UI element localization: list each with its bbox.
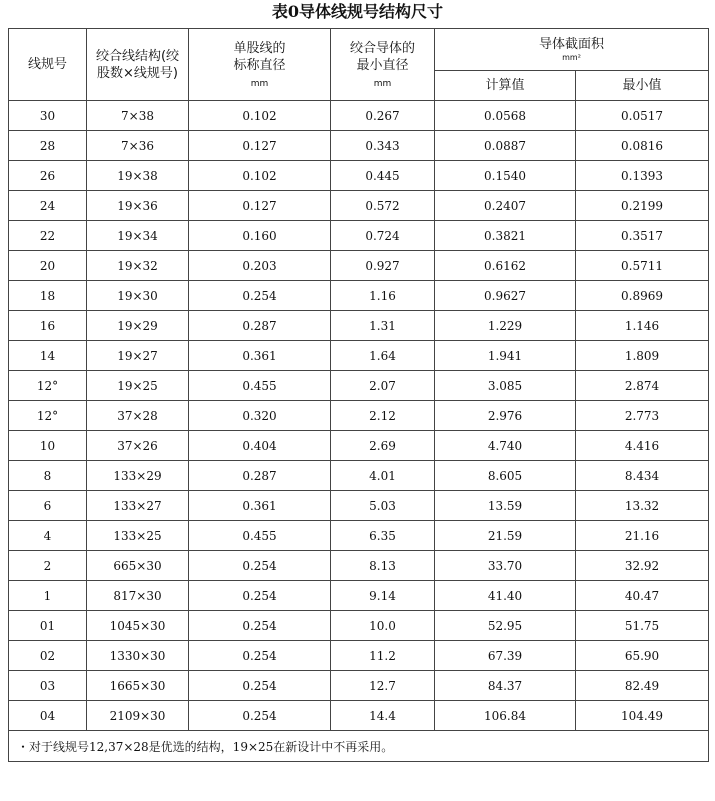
cell-min-area: 0.2199 [576,191,709,221]
table-row [9,551,709,581]
cell-min-diameter: 1.16 [331,281,435,311]
cell-single-diameter: 0.361 [189,491,331,521]
cell-strand: 19×30 [87,281,189,311]
header-single-diameter [189,29,331,101]
cell-single-diameter: 0.320 [189,401,331,431]
cell-min-diameter: 0.724 [331,221,435,251]
table-row [9,521,709,551]
footnote: ・对于线规号12,37×28是优选的结构，19×25在新设计中不再采用。 [9,731,709,762]
table-row [9,641,709,671]
cell-single-diameter: 0.127 [189,191,331,221]
cell-min-area: 65.90 [576,641,709,671]
cell-min-area: 1.146 [576,311,709,341]
cell-min-area: 104.49 [576,701,709,731]
cell-strand: 2109×30 [87,701,189,731]
cell-calc-area: 0.1540 [435,161,576,191]
cell-min-diameter: 0.343 [331,131,435,161]
cell-calc-area: 13.59 [435,491,576,521]
cell-calc-area: 1.229 [435,311,576,341]
cell-single-diameter: 0.287 [189,461,331,491]
cell-calc-area: 4.740 [435,431,576,461]
cell-gauge: 10 [9,431,87,461]
cell-calc-area: 8.605 [435,461,576,491]
cell-strand: 7×36 [87,131,189,161]
cell-gauge: 4 [9,521,87,551]
cell-min-area: 2.773 [576,401,709,431]
cell-min-diameter: 0.445 [331,161,435,191]
cell-calc-area: 0.6162 [435,251,576,281]
cell-gauge: 8 [9,461,87,491]
cell-min-diameter: 12.7 [331,671,435,701]
cell-gauge: 22 [9,221,87,251]
cell-strand: 7×38 [87,101,189,131]
header-min-unit: mm [373,78,392,89]
cell-single-diameter: 0.254 [189,641,331,671]
cell-gauge: 12° [9,371,87,401]
table-row [9,161,709,191]
cell-strand: 19×29 [87,311,189,341]
gauge-spec-table [8,28,709,762]
cell-strand: 1330×30 [87,641,189,671]
cell-min-area: 40.47 [576,581,709,611]
cell-min-area: 0.1393 [576,161,709,191]
cell-calc-area: 3.085 [435,371,576,401]
cell-gauge: 20 [9,251,87,281]
table-row [9,401,709,431]
header-calc: 计算值 [435,71,576,101]
cell-min-diameter: 1.64 [331,341,435,371]
cell-gauge: 2 [9,551,87,581]
cell-min-diameter: 0.927 [331,251,435,281]
table-row [9,251,709,281]
cell-single-diameter: 0.404 [189,431,331,461]
cell-min-diameter: 5.03 [331,491,435,521]
cell-min-area: 0.0816 [576,131,709,161]
cell-min-diameter: 2.69 [331,431,435,461]
cell-min-area: 0.0517 [576,101,709,131]
cell-gauge: 30 [9,101,87,131]
cell-calc-area: 33.70 [435,551,576,581]
cell-min-diameter: 2.07 [331,371,435,401]
table-row [9,701,709,731]
cell-min-diameter: 14.4 [331,701,435,731]
cell-single-diameter: 0.455 [189,371,331,401]
cell-strand: 19×27 [87,341,189,371]
cell-gauge: 28 [9,131,87,161]
cell-single-diameter: 0.160 [189,221,331,251]
cell-gauge: 24 [9,191,87,221]
table-row [9,191,709,221]
cell-calc-area: 0.0568 [435,101,576,131]
cell-single-diameter: 0.102 [189,161,331,191]
cell-min-area: 0.8969 [576,281,709,311]
table-title: 表0导体线规号结构尺寸 [271,2,444,21]
cell-strand: 1045×30 [87,611,189,641]
cell-single-diameter: 0.254 [189,551,331,581]
header-row [9,29,709,71]
cell-min-diameter: 1.31 [331,311,435,341]
cell-strand: 133×25 [87,521,189,551]
table-row [9,281,709,311]
header-min-line1: 绞合导体的 [349,40,415,56]
cell-single-diameter: 0.102 [189,101,331,131]
cell-calc-area: 0.2407 [435,191,576,221]
cell-strand: 19×25 [87,371,189,401]
cell-min-area: 2.874 [576,371,709,401]
cell-calc-area: 106.84 [435,701,576,731]
cell-strand: 19×32 [87,251,189,281]
header-area-label: 导体截面积 [539,37,605,52]
cell-single-diameter: 0.254 [189,671,331,701]
cell-min-diameter: 2.12 [331,401,435,431]
cell-gauge: 12° [9,401,87,431]
header-strand-line2: 股数×线规号) [97,65,178,81]
cell-strand: 37×26 [87,431,189,461]
cell-calc-area: 2.976 [435,401,576,431]
cell-calc-area: 67.39 [435,641,576,671]
cell-calc-area: 21.59 [435,521,576,551]
cell-single-diameter: 0.254 [189,581,331,611]
cell-strand: 19×34 [87,221,189,251]
table-row [9,341,709,371]
footnote-row [9,731,709,762]
table-row [9,461,709,491]
header-gauge: 线规号 [9,29,87,101]
table-row [9,581,709,611]
table-row [9,431,709,461]
cell-strand: 37×28 [87,401,189,431]
cell-min-diameter: 11.2 [331,641,435,671]
header-single-line2: 标称直径 [233,57,286,73]
cell-min-area: 21.16 [576,521,709,551]
header-single-unit: mm [250,78,269,89]
cell-gauge: 16 [9,311,87,341]
table-row [9,221,709,251]
cell-single-diameter: 0.455 [189,521,331,551]
cell-gauge: 02 [9,641,87,671]
cell-min-area: 8.434 [576,461,709,491]
cell-min-diameter: 0.572 [331,191,435,221]
cell-min-area: 51.75 [576,611,709,641]
cell-gauge: 14 [9,341,87,371]
header-single-line1: 单股线的 [233,40,286,56]
header-min-area: 最小值 [576,71,709,101]
cell-min-area: 4.416 [576,431,709,461]
cell-strand: 19×36 [87,191,189,221]
cell-gauge: 26 [9,161,87,191]
table-row [9,491,709,521]
cell-gauge: 04 [9,701,87,731]
cell-calc-area: 84.37 [435,671,576,701]
cell-gauge: 18 [9,281,87,311]
cell-strand: 1665×30 [87,671,189,701]
cell-single-diameter: 0.254 [189,611,331,641]
cell-strand: 133×29 [87,461,189,491]
cell-min-area: 0.5711 [576,251,709,281]
cell-calc-area: 0.3821 [435,221,576,251]
header-strand [87,29,189,101]
cell-min-diameter: 6.35 [331,521,435,551]
cell-single-diameter: 0.254 [189,701,331,731]
cell-min-diameter: 4.01 [331,461,435,491]
cell-single-diameter: 0.361 [189,341,331,371]
table-row [9,311,709,341]
header-min-line2: 最小直径 [356,57,409,73]
cell-calc-area: 52.95 [435,611,576,641]
cell-min-area: 82.49 [576,671,709,701]
cell-min-area: 1.809 [576,341,709,371]
cell-strand: 665×30 [87,551,189,581]
cell-strand: 817×30 [87,581,189,611]
cell-min-diameter: 0.267 [331,101,435,131]
cell-calc-area: 41.40 [435,581,576,611]
cell-gauge: 03 [9,671,87,701]
cell-strand: 19×38 [87,161,189,191]
cell-single-diameter: 0.203 [189,251,331,281]
cell-gauge: 1 [9,581,87,611]
cell-min-area: 0.3517 [576,221,709,251]
table-row [9,611,709,641]
table-body [9,101,709,731]
cell-min-area: 32.92 [576,551,709,581]
table-row [9,101,709,131]
table-row [9,671,709,701]
header-area [435,29,709,71]
cell-calc-area: 0.9627 [435,281,576,311]
table-row [9,371,709,401]
cell-calc-area: 0.0887 [435,131,576,161]
header-area-unit: mm² [562,53,581,62]
cell-single-diameter: 0.287 [189,311,331,341]
cell-min-diameter: 10.0 [331,611,435,641]
cell-gauge: 6 [9,491,87,521]
cell-min-area: 13.32 [576,491,709,521]
header-min-diameter [331,29,435,101]
cell-gauge: 01 [9,611,87,641]
cell-min-diameter: 9.14 [331,581,435,611]
cell-calc-area: 1.941 [435,341,576,371]
cell-single-diameter: 0.127 [189,131,331,161]
cell-single-diameter: 0.254 [189,281,331,311]
header-strand-line1: 绞合线结构(绞 [95,48,180,64]
table-row [9,131,709,161]
cell-strand: 133×27 [87,491,189,521]
cell-min-diameter: 8.13 [331,551,435,581]
